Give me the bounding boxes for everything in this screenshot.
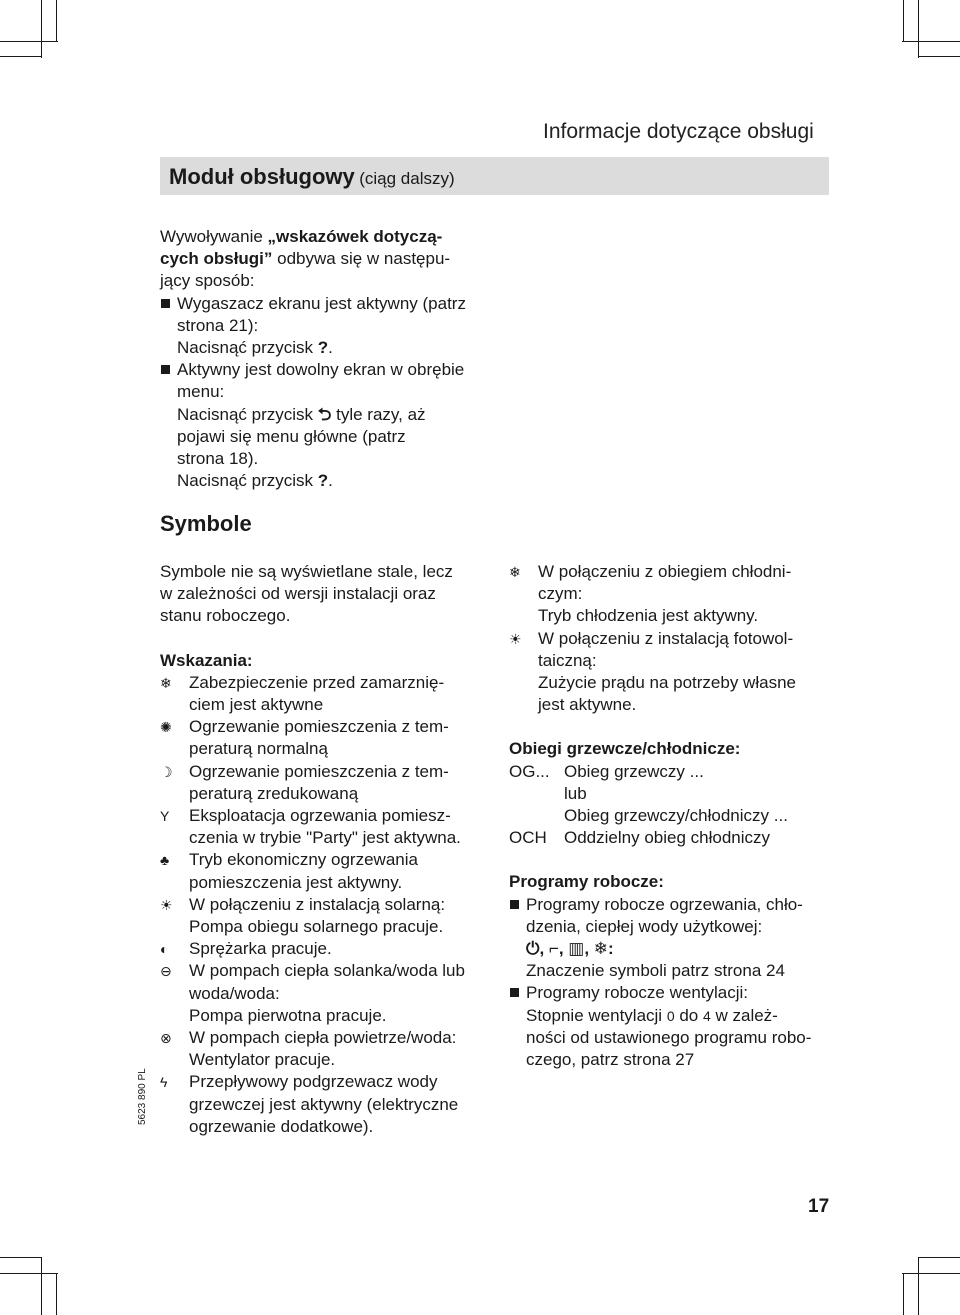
bullet-square-icon [509,982,526,1071]
program-icons: ⏻, ⌐, ▥, ❄: [526,939,614,959]
list-item: OG... Obieg grzewczy ... lub Obieg grzewczy/chłodniczy ... [509,761,788,826]
list-item: ϟ Przepływowy podgrzewacz wody grzewczej jest aktywny (elektryczne ogrzewanie dodatkowe). [160,1071,490,1138]
crop-mark [0,1273,58,1274]
crop-mark [41,0,42,58]
list-item: ☀ W połączeniu z instalacją fotowol- taiczną: Zużycie prądu na potrzeby własne jest aktywne. [509,628,834,717]
list-item: ❄ W połączeniu z obiegiem chłodni- czym: Tryb chłodzenia jest aktywny. [509,561,834,628]
cooling-icon: ❄ [509,564,521,580]
ventilation-level-icon: 0 [666,1007,675,1024]
list-item: Programy robocze wentylacji: Stopnie wentylacji 0 do 4 w zależ- ności od ustawionego programu robo- czego, patrz strona 27 [509,982,834,1071]
ventilation-level-icon: 4 [702,1007,711,1024]
crop-mark [0,1257,42,1258]
bullet-square-icon [160,293,177,360]
intro-block [160,226,490,492]
document-code: 5623 890 PL [137,1068,148,1125]
programs-heading: Programy robocze: [509,872,664,892]
crop-mark [902,41,960,42]
bullet-square-icon [160,359,177,492]
list-item: ⊖ W pompach ciepła solanka/woda lub woda/woda: Pompa pierwotna pracuje. [160,960,490,1027]
photovoltaic-icon: ☀ [509,630,522,647]
right-column [509,561,834,1071]
solar-icon: ☀ [160,896,173,913]
page-number: 17 [808,1196,830,1217]
crop-mark [918,56,960,57]
bullet-square-icon [509,894,526,983]
list-item: ☀ W połączeniu z instalacją solarną: Pompa obiegu solarnego pracuje. [160,894,490,938]
crop-mark [918,1257,960,1258]
crop-mark [918,0,919,58]
crop-mark [0,56,42,57]
list-item: ⊗ W pompach ciepła powietrze/woda: Wentylator pracuje. [160,1027,490,1071]
symbols-heading: Symbole [160,511,252,536]
crop-mark [56,1273,57,1315]
list-item: OCH Oddzielny obieg chłodniczy [509,828,771,848]
list-item: Y Eksploatacja ogrzewania pomiesz- czenia w trybie "Party" jest aktywna. [160,805,490,849]
circuits-heading: Obiegi grzewcze/chłodnicze: [509,739,741,759]
section-title-bar [160,157,829,195]
help-key-icon: ? [317,471,329,491]
intro-line: Wywoływanie „wskazówek dotyczą- [160,227,443,246]
party-glass-icon: Y [160,808,170,825]
back-key-icon: ⮌ [317,404,332,424]
list-item: ✺ Ogrzewanie pomieszczenia z tem- peraturą normalną [160,716,490,760]
economy-icon: ♣ [160,852,170,869]
list-item: ❄ Zabezpieczenie przed zamarznię- ciem jest aktywne [160,672,490,716]
list-item: Programy robocze ogrzewania, chło- dzenia, ciepłej wody użytkowej: ⏻, ⌐, ▥, ❄: Znaczenie symboli patrz strona 24 [509,894,834,983]
crop-mark [903,0,904,42]
help-key-icon: ? [317,338,329,358]
intro-line: jący sposób: [160,271,255,291]
intro-line: cych obsługi” odbywa się w następu- [160,249,451,269]
crop-mark [41,1257,42,1315]
crop-mark [0,41,58,42]
sun-icon: ✺ [160,719,172,736]
compressor-icon: ◐ [160,941,169,958]
list-item: Aktywny jest dowolny ekran w obrębie menu: Nacisnąć przycisk ⮌ tyle razy, aż pojawi się menu główne (patrz strona 18). Nacisnąć przycisk ?. [160,359,490,492]
crop-mark [56,0,57,42]
fan-icon: ⊗ [160,1030,172,1047]
moon-icon: ☽ [160,763,173,780]
list-item: ☽ Ogrzewanie pomieszczenia z tem- peraturą zredukowaną [160,761,490,805]
section-title: Moduł obsługowy [169,164,355,189]
crop-mark [902,1273,960,1274]
section-subtitle: (ciąg dalszy) [359,169,455,188]
crop-mark [903,1273,904,1315]
list-item: Wygaszacz ekranu jest aktywny (patrz strona 21): Nacisnąć przycisk ?. [160,293,490,360]
running-title: Informacje dotyczące obsługi [543,120,814,143]
indications-heading: Wskazania: [160,650,253,670]
list-item: ◐ Sprężarka pracuje. [160,938,490,960]
crop-mark [918,1257,919,1315]
left-column: Symbole nie są wyświetlane stale, lecz w zależności od wersji instalacji oraz stanu roboczego. Wskazania: ❄ Zabezpieczenie przed zamarznię- ciem jest aktywne ✺ Ogrzewanie pomieszczenia z tem- peraturą normalną ☽ Ogrzewanie pomieszczenia z tem- peraturą zredukowaną Y Eksploatacja ogrzewania pomiesz- czenia w trybie "Party" jest aktywna. ♣ Tryb ekonomiczny ogrzewania pomieszczenia jest aktywny. ☀ W połączeniu z instalacją solarną: Pompa obiegu solarnego pracuje. ◐ Sprężarka pracuje. ⊖ W pompach ciepła solanka/woda lub woda/woda: Pompa pierwotna pracuje. ⊗ W pompach ciepła powietrze/woda: Wentylator pracuje. ϟ Przepływowy podgrzewacz wody grzewczej jest aktywny (elektryczne ogrzewanie dodatkowe). [160,561,490,1138]
frost-protection-icon: ❄ [160,674,172,691]
primary-pump-icon: ⊖ [160,963,172,980]
list-item: ♣ Tryb ekonomiczny ogrzewania pomieszczenia jest aktywny. [160,849,490,893]
flow-heater-icon: ϟ [160,1074,168,1091]
